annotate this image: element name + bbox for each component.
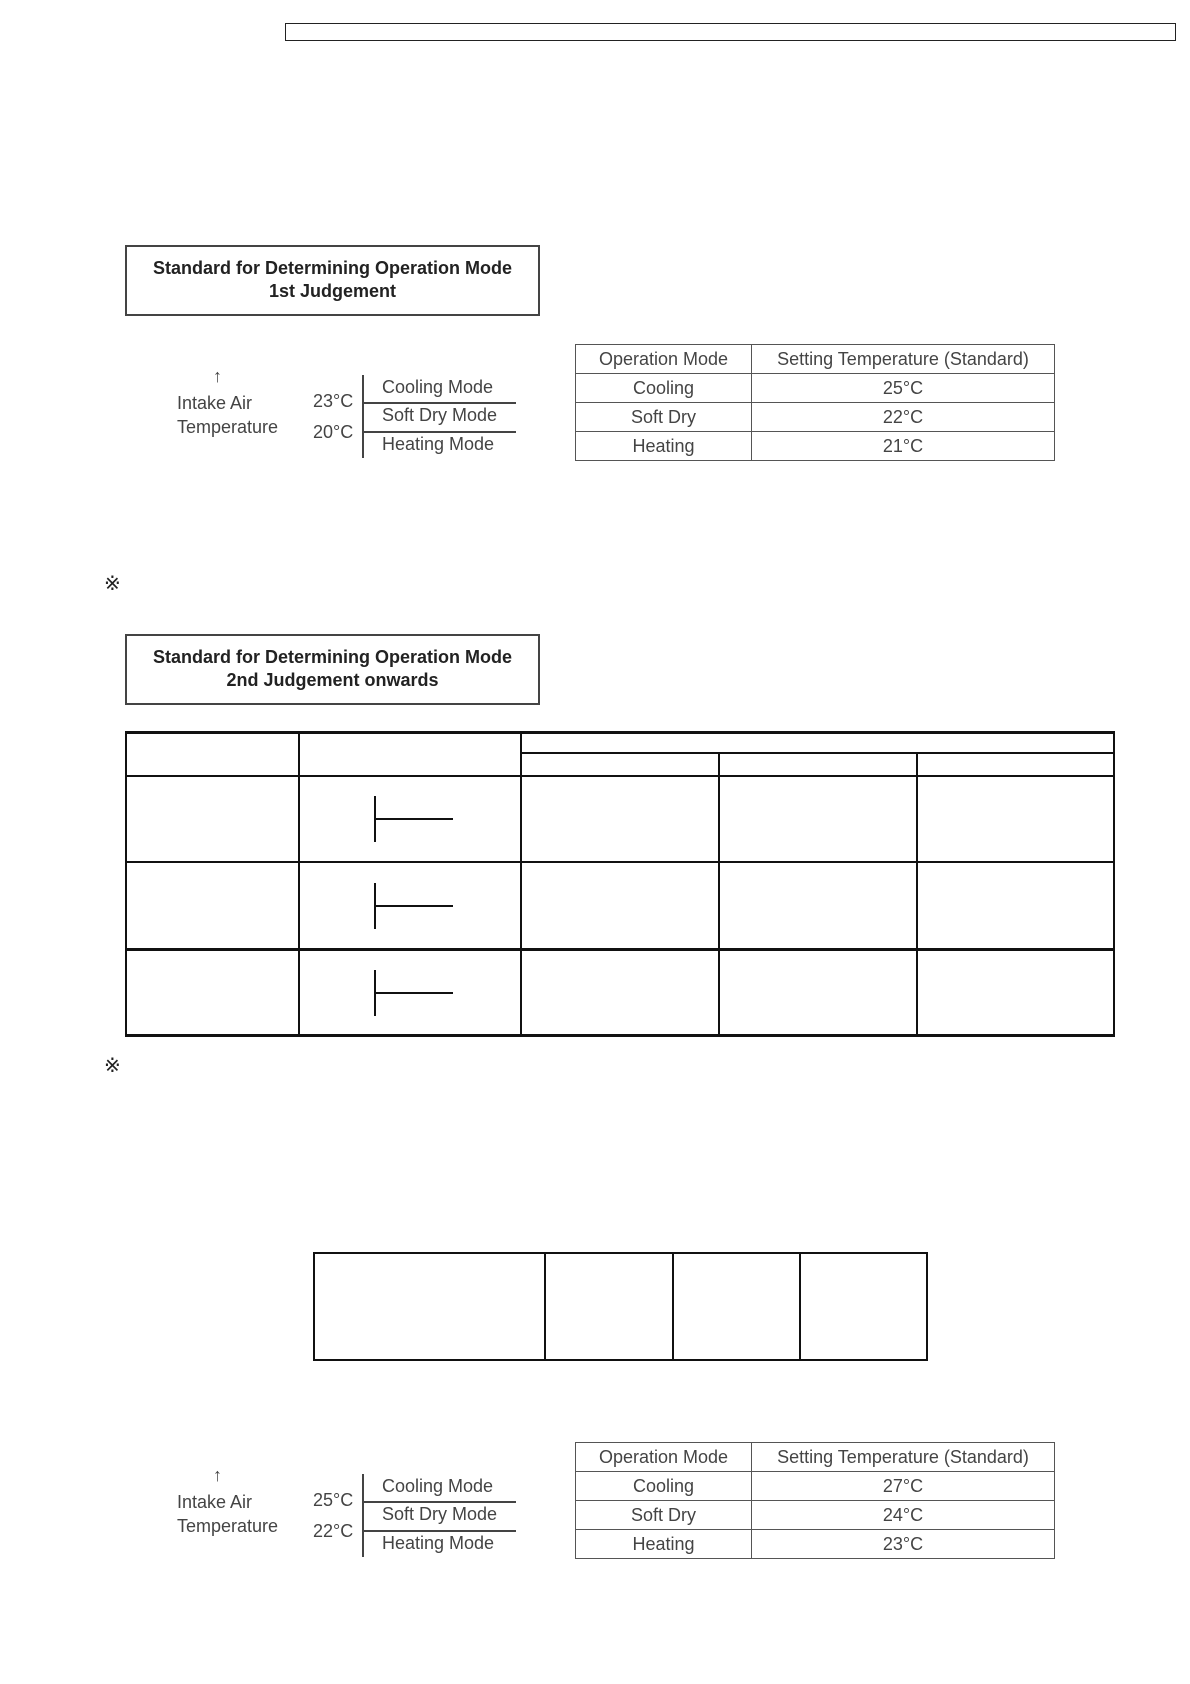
mode-soft-dry: Soft Dry Mode xyxy=(382,1504,498,1524)
cell-temp: 21°C xyxy=(752,432,1055,461)
intake-label-line1: Intake Air xyxy=(177,1492,253,1512)
header-operation-mode: Operation Mode xyxy=(576,345,752,374)
judgement1-title-box xyxy=(125,245,540,316)
divider-lower xyxy=(362,1530,516,1532)
cell-temp: 24°C xyxy=(752,1501,1055,1530)
cell-mode: Cooling xyxy=(576,374,752,403)
table-row xyxy=(576,403,1055,432)
intake-label-line2: Temperature xyxy=(177,1516,279,1536)
up-arrow-icon: ↑ xyxy=(213,366,222,386)
intake-label-line1: Intake Air xyxy=(177,393,253,413)
intake-label-line2: Temperature xyxy=(177,417,279,437)
mode-cooling: Cooling Mode xyxy=(382,377,494,397)
divider-lower xyxy=(362,431,516,433)
judgement1-setting-table xyxy=(575,344,1055,461)
judgement2-title-line2: 2nd Judgement onwards xyxy=(226,670,439,690)
note-mark-2: ※ xyxy=(104,1055,121,1077)
cell-mode: Soft Dry xyxy=(576,403,752,432)
cell-mode: Cooling xyxy=(576,1472,752,1501)
mode-heating: Heating Mode xyxy=(382,1533,495,1553)
mode-cooling: Cooling Mode xyxy=(382,1476,494,1496)
cell-temp: 27°C xyxy=(752,1472,1055,1501)
table-row xyxy=(576,374,1055,403)
table-header-row xyxy=(576,345,1055,374)
header-box xyxy=(285,23,1176,41)
cell-mode: Heating xyxy=(576,432,752,461)
table-row xyxy=(576,432,1055,461)
cell-temp: 23°C xyxy=(752,1530,1055,1559)
diagram-axis xyxy=(362,1474,364,1557)
cell-mode: Heating xyxy=(576,1530,752,1559)
threshold-lower: 22°C xyxy=(313,1521,354,1541)
table-header-row xyxy=(576,1443,1055,1472)
threshold-upper: 25°C xyxy=(313,1490,354,1510)
threshold-upper: 23°C xyxy=(313,391,354,411)
mode-heating: Heating Mode xyxy=(382,434,495,454)
judgement2-title-box xyxy=(125,634,540,705)
note-mark-1: ※ xyxy=(104,573,121,595)
table-row xyxy=(576,1530,1055,1559)
table-row xyxy=(576,1472,1055,1501)
mode-soft-dry: Soft Dry Mode xyxy=(382,405,498,425)
judgement1-title-line1: Standard for Determining Operation Mode xyxy=(152,258,513,278)
judgement1-title-line2: 1st Judgement xyxy=(268,281,397,301)
header-operation-mode: Operation Mode xyxy=(576,1443,752,1472)
cell-mode: Soft Dry xyxy=(576,1501,752,1530)
header-setting-temperature: Setting Temperature (Standard) xyxy=(752,1443,1055,1472)
judgement3-setting-table xyxy=(575,1442,1055,1559)
up-arrow-icon: ↑ xyxy=(213,1465,222,1485)
cell-temp: 22°C xyxy=(752,403,1055,432)
divider-upper xyxy=(362,1501,516,1503)
cell-temp: 25°C xyxy=(752,374,1055,403)
diagram-axis xyxy=(362,375,364,458)
table-row xyxy=(576,1501,1055,1530)
divider-upper xyxy=(362,402,516,404)
judgement2-title-line1: Standard for Determining Operation Mode xyxy=(152,647,513,667)
header-setting-temperature: Setting Temperature (Standard) xyxy=(752,345,1055,374)
threshold-lower: 20°C xyxy=(313,422,354,442)
